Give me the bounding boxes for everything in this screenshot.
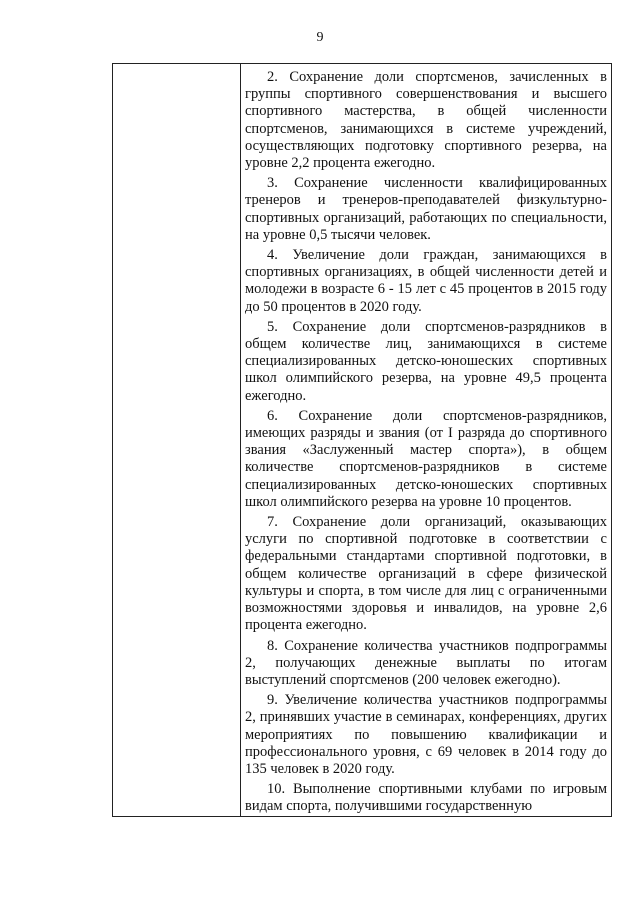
document-table	[112, 63, 612, 817]
indicator-paragraph: 5. Сохранение доли спортсменов-разрядников в общем количестве лиц, занимающихся в системе специализированных детско-юношеских спортивных школ олимпийского резерва, на уровне 49,5 процента ежегодно.	[245, 318, 607, 404]
indicator-paragraph: 4. Увеличение доли граждан, занимающихся в спортивных организациях, в общей численности детей и молодежи в возрасте 6 - 15 лет с 45 процентов в 2015 году до 50 процентов в 2020 году.	[245, 247, 607, 315]
indicator-paragraph: 2. Сохранение доли спортсменов, зачисленных в группы спортивного совершенствования и высшего спортивного мастерства, в общей численности спортсменов, занимающихся в системе учреждений, осуществляющих подготовку спортивного резерва, на уровне 2,2 процента ежегодно.	[245, 69, 607, 172]
page-number: 9	[316, 30, 324, 45]
indicator-paragraph: 8. Сохранение количества участников подпрограммы 2, получающих денежные выплаты по итогам выступлений спортсменов (200 человек ежегодно).	[245, 637, 607, 688]
indicator-paragraph: 7. Сохранение доли организаций, оказывающих услуги по спортивной подготовке в соответствии с федеральными стандартами спортивной подготовки, в общем количестве организаций в сфере физической культуры и спорта, в том числе для лиц с ограниченными возможностями здоровья и инвалидов, на уровне 2,6 процента ежегодно.	[245, 514, 607, 634]
table-right-column	[241, 64, 611, 816]
indicator-paragraph: 9. Увеличение количества участников подпрограммы 2, принявших участие в семинарах, конференциях, других мероприятиях по повышению квалификации и профессионального уровня, с 69 человек в 2014 году до 135 человек в 2020 году.	[245, 692, 607, 777]
table-left-column	[113, 64, 241, 816]
indicator-paragraph: 10. Выполнение спортивными клубами по игровым видам спорта, получившими государственную	[245, 781, 607, 815]
indicator-paragraph: 3. Сохранение численности квалифицированных тренеров и тренеров-преподавателей физкультурно-спортивных организаций, работающих по специальности, на уровне 0,5 тысячи человек.	[245, 175, 607, 243]
indicator-paragraph: 6. Сохранение доли спортсменов-разрядников, имеющих разряды и звания (от I разряда до спортивного звания «Заслуженный мастер спорта»), в общем количестве спортсменов-разрядников в системе специализированных детско-юношеских спортивных школ олимпийского резерва на уровне 10 процентов.	[245, 407, 607, 510]
